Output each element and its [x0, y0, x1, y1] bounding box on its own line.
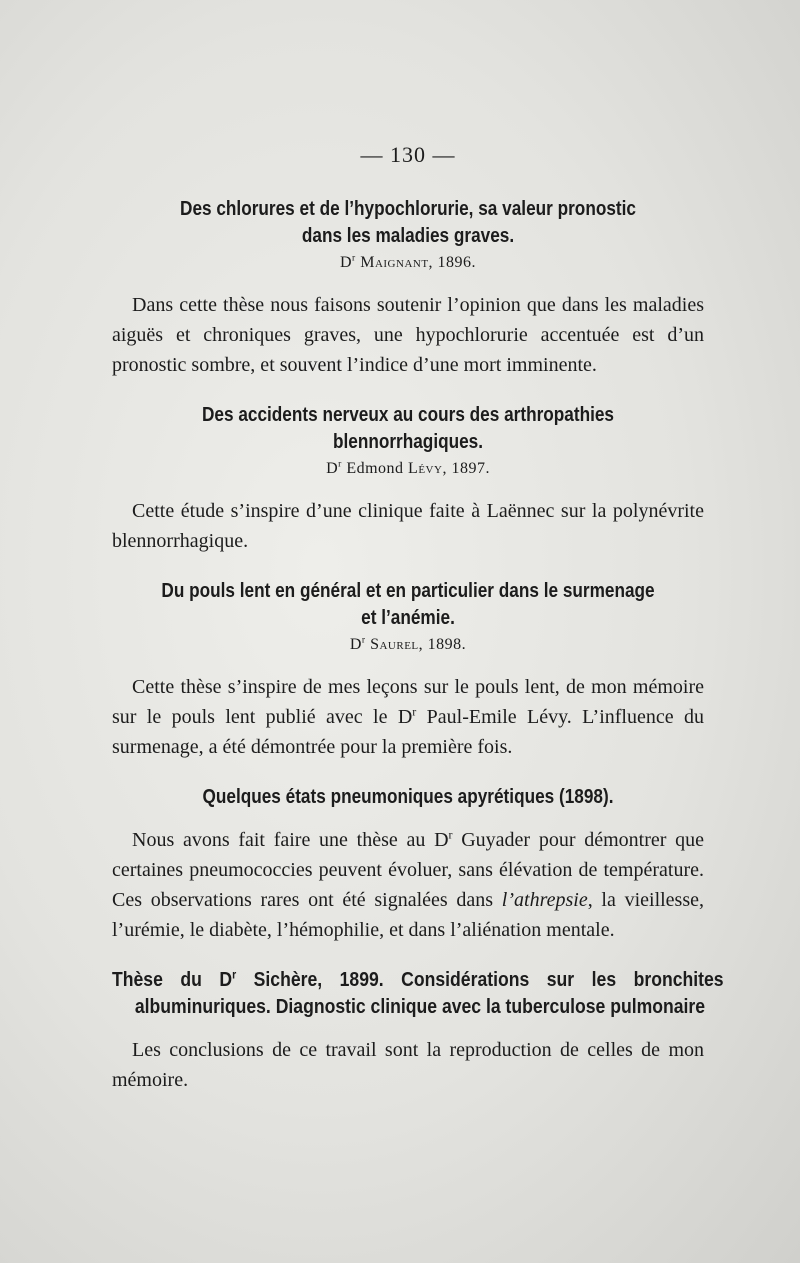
section-title — [153, 578, 662, 632]
section-body: Les conclusions de ce travail sont la reproduction de celles de mon mémoire. — [112, 1039, 704, 1091]
italic-term: l’athrepsie — [501, 889, 588, 911]
section-these-sichere — [112, 967, 724, 1095]
section-accidents-nerveux — [112, 402, 704, 556]
title-line-2: dans les maladies graves. — [301, 225, 515, 247]
section-title: Thèse du $D^r$ Sichère, 1899. Considérations sur les bronchites albuminuriques. Diagnostic clinique avec la tuberculose pulmonaire — [112, 967, 724, 1018]
section-title — [153, 196, 662, 250]
section-body: Nous avons fait faire une thèse au $D^r$ Guyader pour démontrer que certaines pneumococcies peuvent évoluer, sans élévation de température. Ces observations rares ont été signalées dans l’athrepsie, la vieillesse, l’urémie, le diabète, l’hémophilie, et dans l’aliénation mentale. — [112, 827, 705, 941]
section-body: Cette thèse s’inspire de mes leçons sur le pouls lent, de mon mémoire sur le pouls lent publié avec le $D^r$ Paul-Emile Lévy. L’influence du surmenage, a été démontrée pour la première fois. — [112, 676, 704, 758]
section-body: Dans cette thèse nous faisons soutenir l’opinion que dans les maladies aiguës et chroniques graves, une hypochlorurie accentuée est d’un pronostic sombre, et souvent l’indice d’une mort imminente. — [112, 294, 704, 376]
section-pouls-lent — [112, 578, 704, 762]
section-title — [153, 402, 662, 456]
title-line-1: Du pouls lent en général et en particulier dans le surmenage — [161, 580, 655, 602]
title-line-2: et l’anémie. — [361, 607, 455, 629]
section-title: Quelques états pneumoniques apyrétiques (1898). — [202, 786, 614, 808]
author-line: $D^r$ Edmond Lévy, 1897. — [326, 458, 490, 477]
author-name: Lévy — [408, 460, 443, 477]
page-number: — 130 — — [360, 142, 456, 167]
title-line-2: blennorrhagiques. — [332, 431, 484, 453]
author-name: Maignant — [360, 254, 429, 271]
section-body: Cette étude s’inspire d’une clinique faite à Laënnec sur la polynévrite blennorrhagique. — [112, 500, 704, 552]
title-line-1: Des chlorures et de l’hypochlorurie, sa valeur pronostic — [180, 198, 636, 220]
title-line-1: Des accidents nerveux au cours des arthropathies — [201, 404, 614, 426]
section-chlorures — [112, 196, 704, 380]
author-line: $D^r$ Saurel, 1898. — [349, 634, 467, 653]
author-name: Saurel — [370, 636, 419, 653]
section-etats-pneumoniques — [112, 784, 704, 945]
author-line: $D^r$ Maignant, 1896. — [339, 252, 477, 271]
